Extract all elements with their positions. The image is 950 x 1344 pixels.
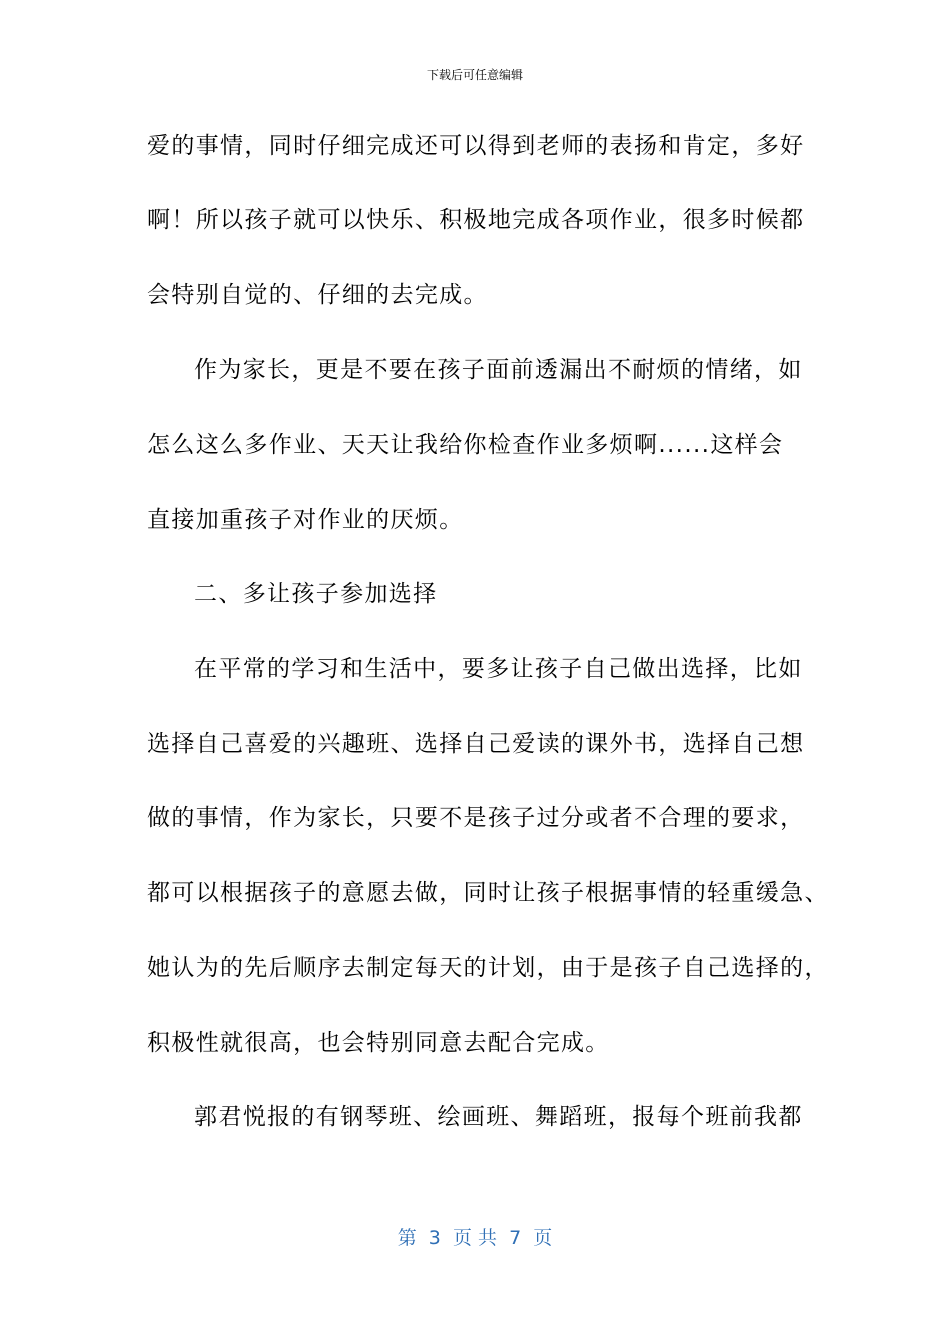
page-header: 下载后可任意编辑	[426, 68, 523, 82]
text-line: 做的事情，作为家长，只要不是孩子过分或者不合理的要求，	[147, 805, 805, 831]
paragraph-first-line: 郭君悦报的有钢琴班、绘画班、舞蹈班，报每个班前我都	[194, 1104, 803, 1130]
paragraph-first-line: 在平常的学习和生活中，要多让孩子自己做出选择，比如	[194, 656, 803, 682]
text-line: 怎么这么多作业、天天让我给你检查作业多烦啊......这样会	[147, 432, 784, 458]
text-line: 啊！所以孩子就可以快乐、积极地完成各项作业，很多时候都	[147, 207, 805, 233]
text-line: 爱的事情，同时仔细完成还可以得到老师的表扬和肯定，多好	[147, 133, 805, 159]
text-line: 积极性就很高，也会特别同意去配合完成。	[147, 1030, 610, 1056]
text-line: 直接加重孩子对作业的厌烦。	[147, 507, 464, 533]
paragraph-first-line: 作为家长，更是不要在孩子面前透漏出不耐烦的情绪，如	[194, 357, 803, 383]
page-number-footer: 第 3 页 共 7 页	[397, 1227, 553, 1249]
text-line: 会特别自觉的、仔细的去完成。	[147, 282, 488, 308]
text-line: 她认为的先后顺序去制定每天的计划，由于是孩子自己选择的，	[147, 955, 829, 981]
section-heading: 二、多让孩子参加选择	[194, 581, 438, 607]
text-line: 都可以根据孩子的意愿去做，同时让孩子根据事情的轻重缓急、	[147, 880, 829, 906]
text-line: 选择自己喜爱的兴趣班、选择自己爱读的课外书，选择自己想	[147, 731, 805, 757]
